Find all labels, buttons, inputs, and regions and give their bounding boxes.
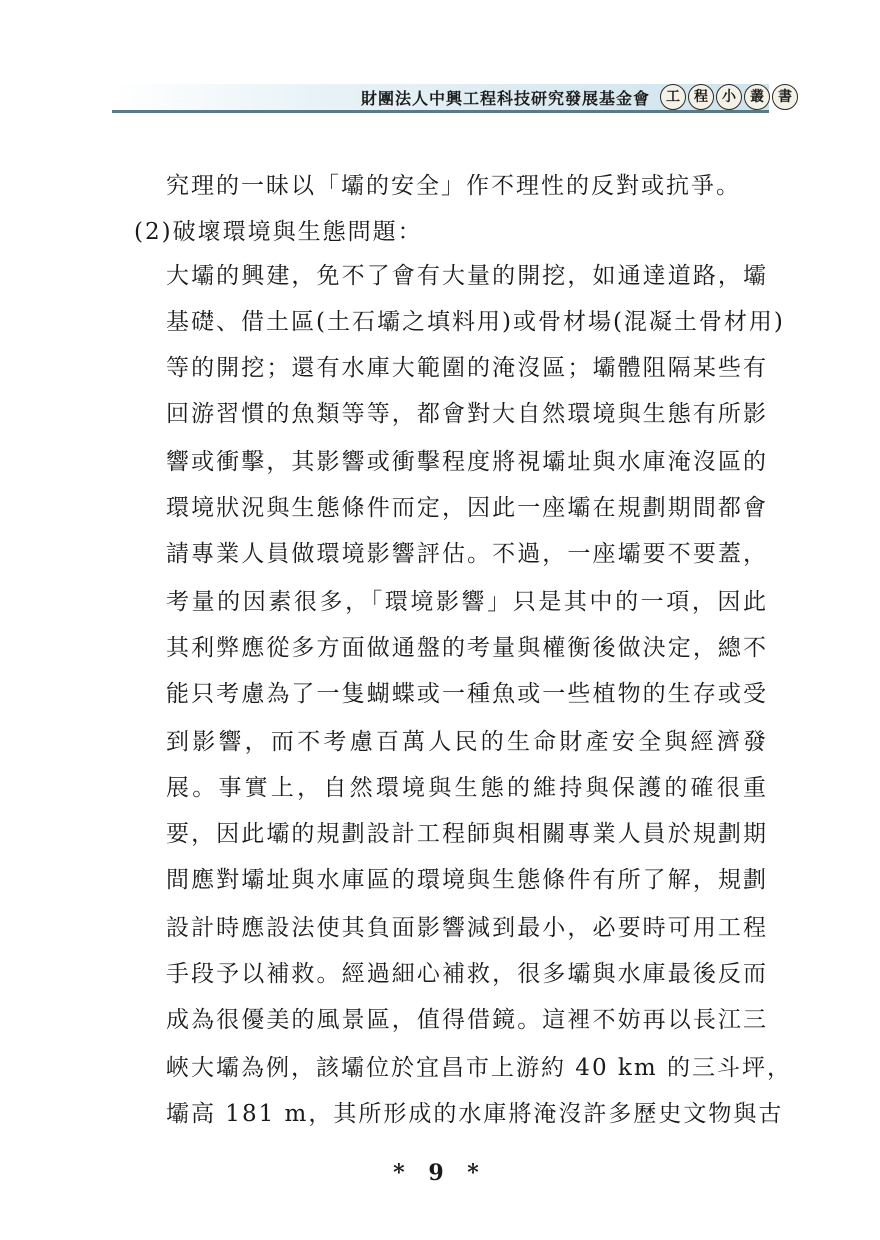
text-line: 到影響，而不考慮百萬人民的生命財產安全與經濟發 xyxy=(166,729,768,755)
text-line: 壩高 181 m，其所形成的水庫將淹沒許多歷史文物與古 xyxy=(166,1101,784,1127)
text-line: 手段予以補救。經過細心補救，很多壩與水庫最後反而 xyxy=(166,961,768,987)
text-line: 成為很優美的風景區，值得借鏡。這裡不妨再以長江三 xyxy=(166,1007,768,1033)
text-line: 設計時應設法使其負面影響減到最小，必要時可用工程 xyxy=(166,915,768,941)
series-char: 工 xyxy=(660,84,686,110)
series-char: 叢 xyxy=(744,84,770,110)
text-line: 究理的一昧以「壩的安全」作不理性的反對或抗爭。 xyxy=(166,173,741,199)
text-line: 其利弊應從多方面做通盤的考量與權衡後做決定，總不 xyxy=(166,635,768,661)
series-char: 程 xyxy=(688,84,714,110)
text-line: 基礎、借土區(土石壩之填料用)或骨材場(混凝土骨材用) xyxy=(166,309,785,335)
text-line: 要，因此壩的規劃設計工程師與相關專業人員於規劃期 xyxy=(166,821,768,847)
series-badge xyxy=(660,84,798,110)
text-line: 回游習慣的魚類等等，都會對大自然環境與生態有所影 xyxy=(166,401,768,427)
publisher-title: 財團法人中興工程科技研究發展基金會 xyxy=(360,89,650,108)
text-line: 峽大壩為例，該壩位於宜昌市上游約 40 km 的三斗坪， xyxy=(166,1055,792,1081)
series-char: 書 xyxy=(772,84,798,110)
text-line: 間應對壩址與水庫區的環境與生態條件有所了解，規劃 xyxy=(166,867,768,893)
text-line: 大壩的興建，免不了會有大量的開挖，如通達道路，壩 xyxy=(166,263,768,289)
section-heading: (2)破壞環境與生態問題： xyxy=(134,219,423,245)
text-line: 響或衝擊，其影響或衝擊程度將視壩址與水庫淹沒區的 xyxy=(166,449,768,475)
page-number: * 9 * xyxy=(393,1160,487,1186)
header-rule xyxy=(112,110,769,113)
text-line: 展。事實上，自然環境與生態的維持與保護的確很重 xyxy=(166,775,768,801)
text-line: 能只考慮為了一隻蝴蝶或一種魚或一些植物的生存或受 xyxy=(166,681,768,707)
text-line: 環境狀況與生態條件而定，因此一座壩在規劃期間都會 xyxy=(166,495,768,521)
text-line: 等的開挖；還有水庫大範圍的淹沒區；壩體阻隔某些有 xyxy=(166,355,768,381)
text-line: 考量的因素很多，「環境影響」只是其中的一項，因此 xyxy=(166,589,768,615)
series-char: 小 xyxy=(716,84,742,110)
text-line: 請專業人員做環境影響評估。不過，一座壩要不要蓋， xyxy=(166,541,768,567)
